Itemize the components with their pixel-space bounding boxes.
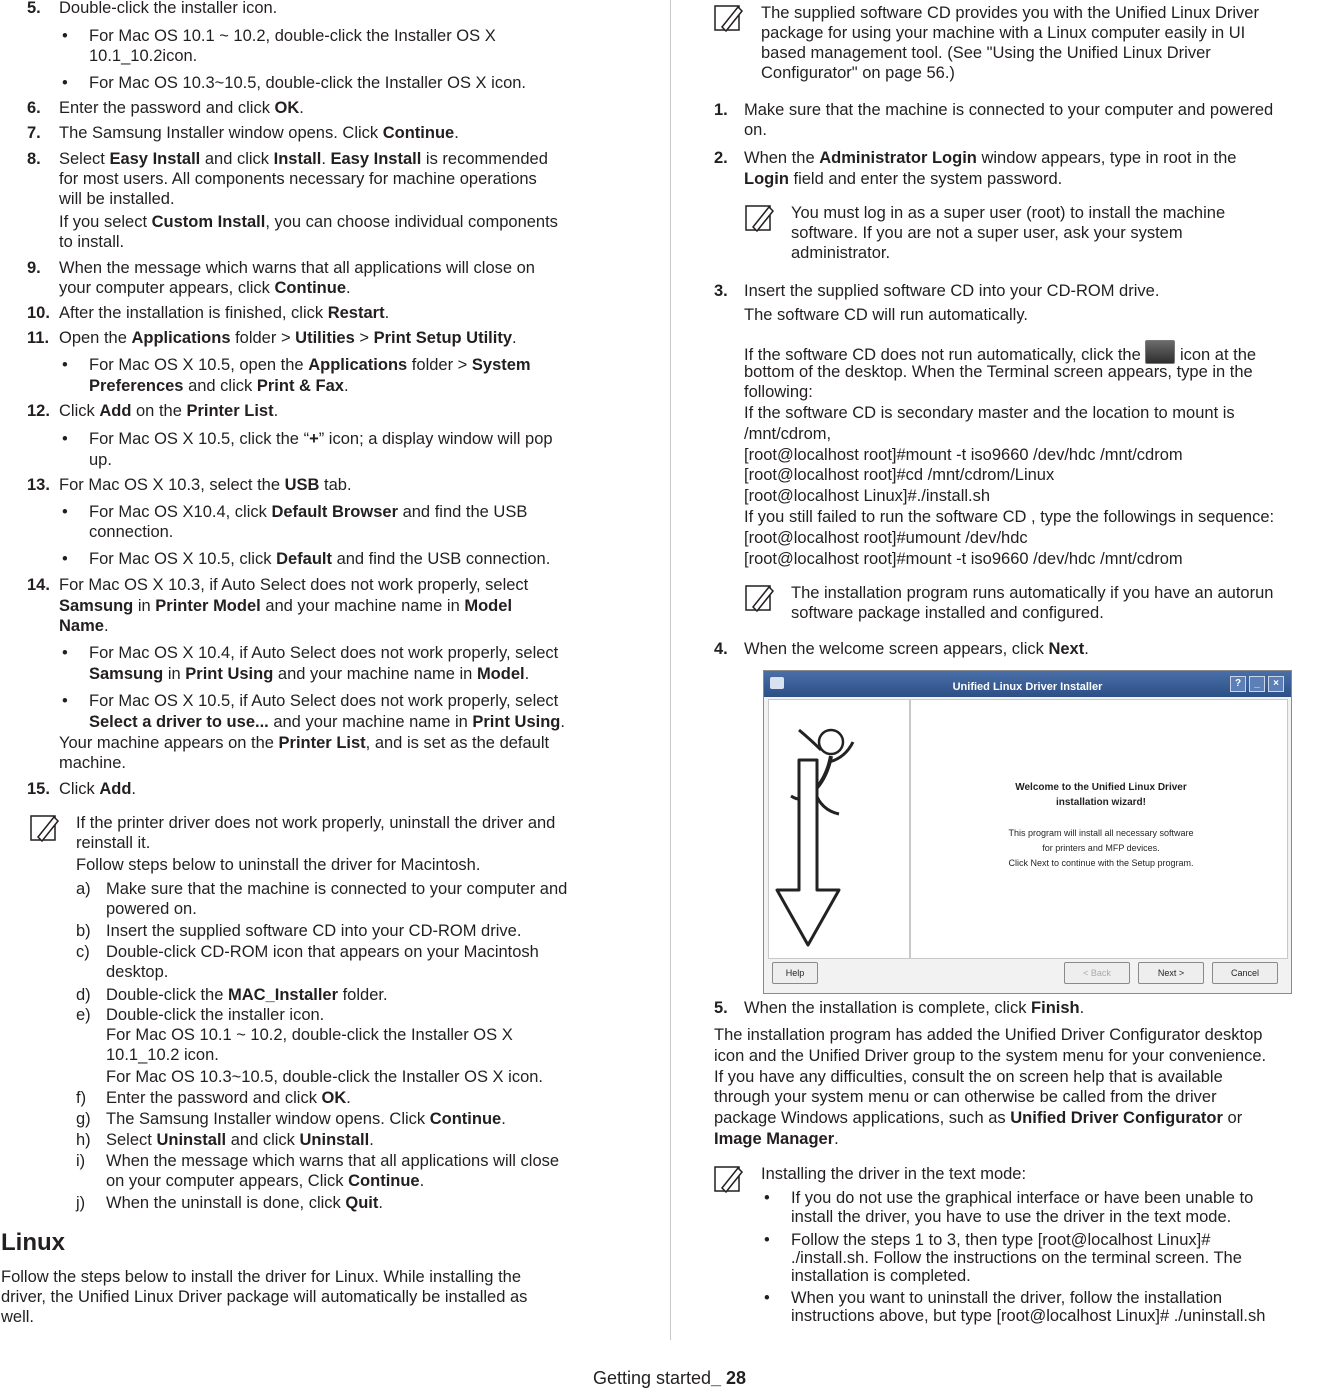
- paragraph: package Windows applications, such as Unified Driver Configurator or: [714, 1109, 1243, 1127]
- note-text: based management tool. (See "Using the Unified Linux Driver: [761, 44, 1211, 62]
- note-item-text: Enter the password and click OK.: [106, 1089, 351, 1107]
- note-icon: [714, 3, 744, 33]
- bullet: •: [62, 27, 68, 45]
- note-item-text: For Mac OS 10.1 ~ 10.2, double-click the Installer OS X: [106, 1026, 513, 1044]
- note-text: The installation program runs automatically if you have an autorun: [791, 584, 1274, 602]
- note-item-text: For Mac OS 10.3~10.5, double-click the Installer OS X icon.: [106, 1068, 544, 1086]
- footer-text: Getting started: [592, 1368, 712, 1388]
- bullet-text: For Mac OS X 10.4, if Auto Select does not work properly, select: [89, 644, 559, 662]
- page-number: _ 28: [711, 1368, 747, 1388]
- paragraph: Image Manager.: [714, 1130, 839, 1148]
- bullet-text: instructions above, but type [root@localhost Linux]# ./uninstall.sh: [791, 1307, 1266, 1325]
- note-item-text: desktop.: [106, 963, 169, 981]
- note-text: administrator.: [791, 244, 891, 262]
- note-icon: [30, 813, 60, 843]
- step-number: 9.: [27, 259, 41, 277]
- note-item-key: g): [76, 1110, 91, 1128]
- step-text: Click Add on the Printer List.: [59, 402, 279, 420]
- step-number: 4.: [714, 640, 728, 658]
- note-item-text: The Samsung Installer window opens. Click Continue.: [106, 1110, 506, 1128]
- note-text: reinstall it.: [76, 834, 151, 852]
- bullet-text: installation is completed.: [791, 1267, 971, 1285]
- bullet-text: ./install.sh. Follow the instructions on the terminal screen. The: [791, 1249, 1242, 1267]
- bullet-text: Select a driver to use... and your machine name in Print Using.: [89, 713, 565, 731]
- note-text: Follow steps below to uninstall the driver for Macintosh.: [76, 856, 481, 874]
- bullet-text: For Mac OS X 10.5, click Default and find the USB connection.: [89, 550, 551, 568]
- step-text: The Samsung Installer window opens. Click Continue.: [59, 124, 459, 142]
- command-line: [root@localhost root]#cd /mnt/cdrom/Linux: [744, 466, 1055, 484]
- step-text: Click Add.: [59, 780, 137, 798]
- step-text: will be installed.: [59, 190, 175, 208]
- bullet: •: [764, 1231, 770, 1249]
- note-item-key: j): [76, 1194, 86, 1212]
- note-text: software package installed and configured.: [791, 604, 1104, 622]
- note-item-key: c): [76, 943, 90, 961]
- step-text: Select Easy Install and click Install. Easy Install is recommended: [59, 150, 548, 168]
- note-icon: [745, 203, 775, 233]
- paragraph: Follow the steps below to install the driver for Linux. While installing the: [1, 1268, 521, 1286]
- section-title-linux: Linux: [1, 1229, 65, 1256]
- command-line: [root@localhost root]#mount -t iso9660 /dev/hdc /mnt/cdrom: [744, 446, 1183, 464]
- step-number: 6.: [27, 99, 41, 117]
- welcome-heading: Welcome to the Unified Linux Driver installation wizard!: [1015, 782, 1187, 808]
- step-number: 7.: [27, 124, 41, 142]
- step-text: Samsung in Printer Model and your machine name in Model: [59, 597, 513, 615]
- bullet: •: [62, 503, 68, 521]
- step-text: bottom of the desktop. When the Terminal screen appears, type in the: [744, 363, 1253, 381]
- next-button[interactable]: Next >: [1138, 962, 1204, 984]
- step-text: If the software CD is secondary master and the location to mount is: [744, 404, 1235, 422]
- note-text: The supplied software CD provides you with the Unified Linux Driver: [761, 4, 1259, 22]
- step-text: For Mac OS X 10.3, select the USB tab.: [59, 476, 352, 494]
- step-text: When the installation is complete, click Finish.: [744, 999, 1085, 1017]
- step-number: 3.: [714, 282, 728, 300]
- step-text: Your machine appears on the Printer List, and is set as the default: [59, 734, 550, 752]
- back-button[interactable]: < Back: [1064, 962, 1130, 984]
- bullet-text: For Mac OS X 10.5, open the Applications folder > System: [89, 356, 531, 374]
- step-number: 2.: [714, 149, 728, 167]
- paragraph: The installation program has added the Unified Driver Configurator desktop: [714, 1026, 1263, 1044]
- note-item-text: Double-click the MAC_Installer folder.: [106, 986, 388, 1004]
- step-text: When the message which warns that all applications will close on: [59, 259, 535, 277]
- window-title: Unified Linux Driver Installer: [952, 681, 1103, 693]
- bullet-text: install the driver, you have to use the driver in the text mode.: [791, 1208, 1232, 1226]
- step-text: Double-click the installer icon.: [59, 0, 278, 17]
- bullet-text: For Mac OS 10.3~10.5, double-click the Installer OS X icon.: [89, 74, 527, 92]
- note-text: Installing the driver in the text mode:: [761, 1165, 1027, 1183]
- help-button[interactable]: Help: [772, 962, 818, 984]
- step-number: 14.: [27, 576, 50, 594]
- bullet: •: [62, 430, 68, 448]
- bullet: •: [62, 356, 68, 374]
- install-figure-icon: [769, 700, 909, 958]
- terminal-icon: [1145, 340, 1175, 364]
- bullet: •: [62, 692, 68, 710]
- note-item-key: b): [76, 922, 91, 940]
- step-number: 5.: [714, 999, 728, 1017]
- step-text: for most users. All components necessary for machine operations: [59, 170, 537, 188]
- bullet-text: connection.: [89, 523, 174, 541]
- bullet: •: [62, 550, 68, 568]
- bullet-text: Preferences and click Print & Fax.: [89, 377, 349, 395]
- step-number: 13.: [27, 476, 50, 494]
- step-text: If you still failed to run the software CD , type the followings in sequence:: [744, 508, 1275, 526]
- note-item-text: Select Uninstall and click Uninstall.: [106, 1131, 374, 1149]
- note-item-key: i): [76, 1152, 86, 1170]
- step-text: The software CD will run automatically.: [744, 306, 1028, 324]
- step-text: Enter the password and click OK.: [59, 99, 304, 117]
- step-number: 1.: [714, 101, 728, 119]
- step-number: 12.: [27, 402, 50, 420]
- column-divider: [670, 0, 671, 1340]
- paragraph: If you have any difficulties, consult the on screen help that is available: [714, 1068, 1223, 1086]
- step-text: following:: [744, 383, 813, 401]
- step-text: When the Administrator Login window appears, type in root in the: [744, 149, 1237, 167]
- step-text: For Mac OS X 10.3, if Auto Select does not work properly, select: [59, 576, 529, 594]
- step-number: 8.: [27, 150, 41, 168]
- step-text: Name.: [59, 617, 109, 635]
- bullet-text: When you want to uninstall the driver, follow the installation: [791, 1289, 1223, 1307]
- note-text: You must log in as a super user (root) to install the machine: [791, 204, 1226, 222]
- note-item-text: 10.1_10.2 icon.: [106, 1046, 219, 1064]
- note-item-text: Make sure that the machine is connected to your computer and: [106, 880, 568, 898]
- note-icon: [745, 583, 775, 613]
- bullet-text: up.: [89, 451, 112, 469]
- note-item-key: e): [76, 1006, 91, 1024]
- step-text: Login field and enter the system password.: [744, 170, 1063, 188]
- paragraph: driver, the Unified Linux Driver package will automatically be installed as: [1, 1288, 528, 1306]
- step-text: If you select Custom Install, you can choose individual components: [59, 213, 558, 231]
- step-number: 15.: [27, 780, 50, 798]
- command-line: [root@localhost root]#umount /dev/hdc: [744, 529, 1028, 547]
- bullet-text: If you do not use the graphical interface or have been unable to: [791, 1189, 1254, 1207]
- step-text: your computer appears, click Continue.: [59, 279, 351, 297]
- bullet-text: For Mac OS X10.4, click Default Browser and find the USB: [89, 503, 528, 521]
- command-line: [root@localhost Linux]#./install.sh: [744, 487, 991, 505]
- bullet: •: [764, 1289, 770, 1307]
- bullet-text: For Mac OS X 10.5, if Auto Select does not work properly, select: [89, 692, 559, 710]
- note-item-text: Double-click the installer icon.: [106, 1006, 325, 1024]
- bullet: •: [62, 74, 68, 92]
- bullet-text: For Mac OS 10.1 ~ 10.2, double-click the Installer OS X: [89, 27, 496, 45]
- page-footer: [0, 1368, 1339, 1389]
- note-text: package for using your machine with a Linux computer easily in UI: [761, 24, 1246, 42]
- minimize-button[interactable]: _: [1249, 676, 1265, 692]
- close-button[interactable]: ×: [1268, 676, 1284, 692]
- help-window-button[interactable]: ?: [1230, 676, 1246, 692]
- step-number: 11.: [27, 329, 50, 347]
- welcome-body: This program will install all necessary software for printers and MFP devices. Click Next to continue with the Setup program.: [1008, 828, 1194, 868]
- installer-content: [910, 699, 1288, 959]
- note-text: Configurator" on page 56.): [761, 64, 955, 82]
- note-item-text: When the message which warns that all applications will close: [106, 1152, 560, 1170]
- note-item-text: Insert the supplied software CD into your CD-ROM drive.: [106, 922, 522, 940]
- note-item-text: When the uninstall is done, click Quit.: [106, 1194, 383, 1212]
- bullet-text: 10.1_10.2icon.: [89, 47, 198, 65]
- step-number: 5.: [27, 0, 41, 17]
- bullet-text: Follow the steps 1 to 3, then type [root@localhost Linux]#: [791, 1231, 1211, 1249]
- step-text: If the software CD does not run automatically, click the icon at the: [744, 340, 1256, 366]
- note-item-key: h): [76, 1131, 91, 1149]
- note-item-key: f): [76, 1089, 87, 1107]
- step-text: Insert the supplied software CD into your CD-ROM drive.: [744, 282, 1160, 300]
- bullet: •: [764, 1189, 770, 1207]
- note-icon: [714, 1164, 744, 1194]
- command-line: [root@localhost root]#mount -t iso9660 /dev/hdc /mnt/cdrom: [744, 550, 1183, 568]
- note-text: software. If you are not a super user, ask your system: [791, 224, 1183, 242]
- note-item-text: powered on.: [106, 900, 197, 918]
- bullet-text: Samsung in Print Using and your machine name in Model.: [89, 665, 530, 683]
- installer-screenshot: [763, 670, 1292, 994]
- step-text: When the welcome screen appears, click Next.: [744, 640, 1089, 658]
- paragraph: well.: [1, 1308, 35, 1326]
- step-text: machine.: [59, 754, 126, 772]
- cancel-button[interactable]: Cancel: [1212, 962, 1278, 984]
- bullet-text: For Mac OS X 10.5, click the “+” icon; a display window will pop: [89, 430, 553, 448]
- installer-side-graphic: [768, 699, 910, 959]
- note-item-text: on your computer appears, Click Continue.: [106, 1172, 425, 1190]
- paragraph: icon and the Unified Driver group to the system menu for your convenience.: [714, 1047, 1267, 1065]
- bullet: •: [62, 644, 68, 662]
- step-text: /mnt/cdrom,: [744, 425, 832, 443]
- window-titlebar: [764, 671, 1291, 697]
- note-item-key: d): [76, 986, 91, 1004]
- step-text: Open the Applications folder > Utilities > Print Setup Utility.: [59, 329, 517, 347]
- step-text: After the installation is finished, click Restart.: [59, 304, 390, 322]
- note-text: If the printer driver does not work properly, uninstall the driver and: [76, 814, 556, 832]
- step-text: to install.: [59, 233, 125, 251]
- note-item-key: a): [76, 880, 91, 898]
- step-text: Make sure that the machine is connected to your computer and powered: [744, 101, 1274, 119]
- step-number: 10.: [27, 304, 50, 322]
- note-item-text: Double-click CD-ROM icon that appears on your Macintosh: [106, 943, 539, 961]
- paragraph: through your system menu or can otherwise be called from the driver: [714, 1088, 1217, 1106]
- step-text: on.: [744, 121, 767, 139]
